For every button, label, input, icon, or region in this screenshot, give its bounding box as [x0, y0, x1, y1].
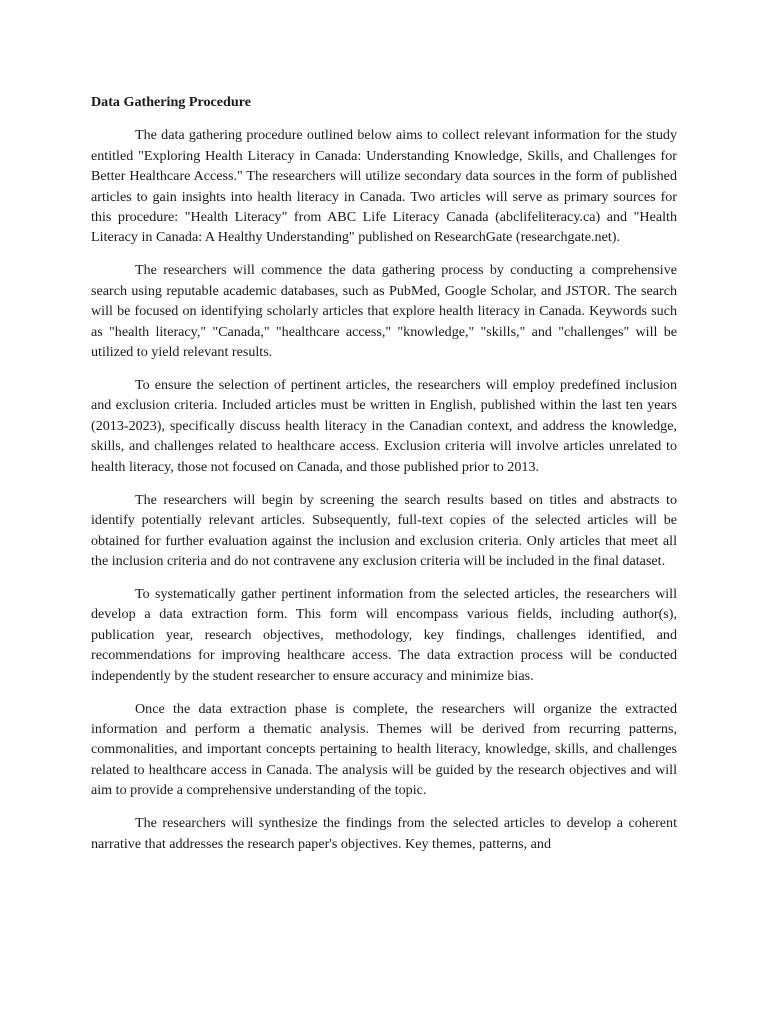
paragraph-intro: The data gathering procedure outlined below aims to collect relevant information for the study entitled "Exploring Health Literacy in Canada: Understanding Knowledge, Skills, and Challenges for Better Healthcare Access." The researchers will utilize secondary data sources in the form of published articles to gain insights into health literacy in Canada. Two articles will serve as primary sources for this procedure: "Health Literacy" from ABC Life Literacy Canada (abclifeliteracy.ca) and "Health Literacy in Canada: A Healthy Understanding" published on ResearchGate (researchgate.net).	[91, 127, 677, 246]
paragraph-search: The researchers will commence the data gathering process by conducting a comprehensive search using reputable academic databases, such as PubMed, Google Scholar, and JSTOR. The search will be focused on identifying scholarly articles that explore health literacy in Canada. Keywords such as "health literacy," "Canada," "healthcare access," "knowledge," "skills," and "challenges" will be utilized to yield relevant results.	[91, 262, 677, 361]
paragraph-analysis: Once the data extraction phase is complete, the researchers will organize the extracted information and perform a thematic analysis. Themes will be derived from recurring patterns, commonalities, and important concepts pertaining to health literacy, knowledge, skills, and challenges related to healthcare access in Canada. The analysis will be guided by the research objectives and will aim to provide a comprehensive understanding of the topic.	[91, 700, 677, 799]
document-body	[91, 92, 677, 867]
paragraph-screening: The researchers will begin by screening the search results based on titles and abstracts to identify potentially relevant articles. Subsequently, full-text copies of the selected articles will be obtained for further evaluation against the inclusion and exclusion criteria. Only articles that meet all the inclusion criteria and do not contravene any exclusion criteria will be included in the final dataset.	[91, 491, 677, 569]
section-heading: Data Gathering Procedure	[91, 94, 251, 110]
paragraph-synthesis: The researchers will synthesize the findings from the selected articles to develop a coherent narrative that addresses the research paper's objectives. Key themes, patterns, and	[91, 815, 677, 852]
paragraph-extraction: To systematically gather pertinent information from the selected articles, the researchers will develop a data extraction form. This form will encompass various fields, including author(s), publication year, research objectives, methodology, key findings, challenges identified, and recommendations for improving healthcare access. The data extraction process will be conducted independently by the student researcher to ensure accuracy and minimize bias.	[91, 585, 677, 684]
paragraph-criteria: To ensure the selection of pertinent articles, the researchers will employ predefined inclusion and exclusion criteria. Included articles must be written in English, published within the last ten years (2013-2023), specifically discuss health literacy in the Canadian context, and address the knowledge, skills, and challenges related to healthcare access. Exclusion criteria will involve articles unrelated to health literacy, those not focused on Canada, and those published prior to 2013.	[91, 377, 677, 475]
